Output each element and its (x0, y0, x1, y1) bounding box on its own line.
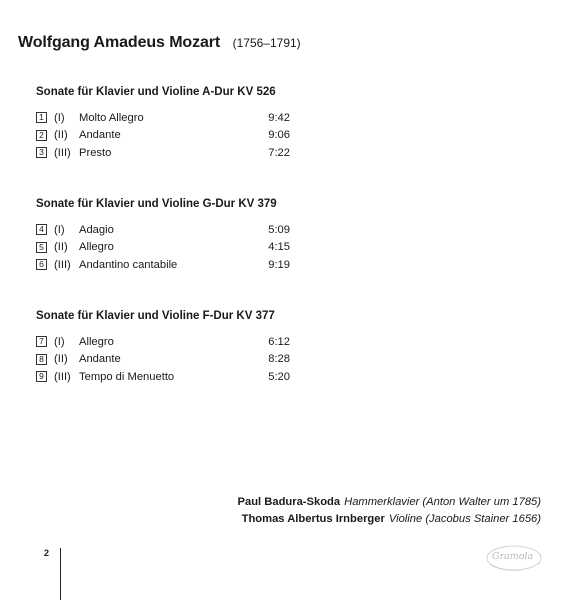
track-number: 4 (36, 224, 47, 235)
track-movement: (I) (54, 223, 65, 236)
sonata-section-1 (36, 86, 290, 162)
performer-instrument: Hammerklavier (Anton Walter um 1785) (344, 496, 541, 508)
track-row (36, 239, 290, 257)
track-movement: (III) (54, 146, 71, 159)
track-row (36, 221, 290, 239)
track-tempo: Allegro (79, 335, 114, 348)
track-movement: (II) (54, 241, 68, 254)
composer-name: Wolfgang Amadeus Mozart (18, 34, 221, 51)
track-tempo: Andante (79, 129, 121, 142)
performer-line (238, 511, 541, 528)
performer-line (238, 494, 541, 511)
track-tempo: Tempo di Menuetto (79, 370, 175, 383)
sonata-title: Sonate für Klavier und Violine G-Dur KV 379 (36, 198, 277, 210)
track-number: 5 (36, 242, 47, 253)
track-tempo: Allegro (79, 241, 114, 254)
track-duration: 6:12 (268, 335, 290, 348)
gramola-logo-icon (484, 541, 548, 577)
track-row (36, 109, 290, 127)
track-movement: (I) (54, 335, 65, 348)
sonata-section-3 (36, 310, 290, 386)
track-number: 7 (36, 336, 47, 347)
track-movement: (III) (54, 370, 71, 383)
track-number: 1 (36, 112, 47, 123)
composer-heading (18, 34, 301, 52)
track-tempo: Presto (79, 146, 112, 159)
track-duration: 9:19 (268, 258, 290, 271)
track-duration: 7:22 (268, 146, 290, 159)
track-duration: 4:15 (268, 241, 290, 254)
track-duration: 5:20 (268, 370, 290, 383)
track-duration: 5:09 (268, 223, 290, 236)
composer-dates: (1756–1791) (232, 36, 301, 50)
track-movement: (II) (54, 353, 68, 366)
performer-instrument: Violine (Jacobus Stainer 1656) (388, 512, 541, 525)
track-row (36, 144, 290, 162)
track-number: 6 (36, 259, 47, 270)
track-number: 2 (36, 130, 47, 141)
track-row (36, 127, 290, 145)
sonata-title: Sonate für Klavier und Violine F-Dur KV 377 (36, 310, 275, 322)
performer-name: Thomas Albertus Irnberger (241, 512, 385, 525)
track-tempo: Adagio (79, 223, 114, 236)
track-duration: 9:42 (268, 111, 290, 124)
track-movement: (II) (54, 129, 68, 142)
track-number: 8 (36, 354, 47, 365)
track-row (36, 333, 290, 351)
track-tempo: Molto Allegro (79, 111, 144, 124)
track-row (36, 256, 290, 274)
track-number: 9 (36, 371, 47, 382)
track-tempo: Andante (79, 353, 121, 366)
track-row (36, 351, 290, 369)
performers-credits (238, 494, 541, 527)
page-number: 2 (44, 548, 50, 558)
track-row (36, 368, 290, 386)
track-movement: (I) (54, 111, 65, 124)
track-movement: (III) (54, 258, 71, 271)
track-duration: 9:06 (268, 129, 290, 142)
sonata-title: Sonate für Klavier und Violine A-Dur KV 526 (36, 86, 276, 98)
track-duration: 8:28 (268, 353, 290, 366)
track-number: 3 (36, 147, 47, 158)
sonata-section-2 (36, 198, 290, 274)
performer-name: Paul Badura-Skoda (237, 496, 341, 508)
logo-text: Gramola (492, 551, 534, 562)
page-divider (60, 548, 61, 600)
track-tempo: Andantino cantabile (79, 258, 178, 271)
